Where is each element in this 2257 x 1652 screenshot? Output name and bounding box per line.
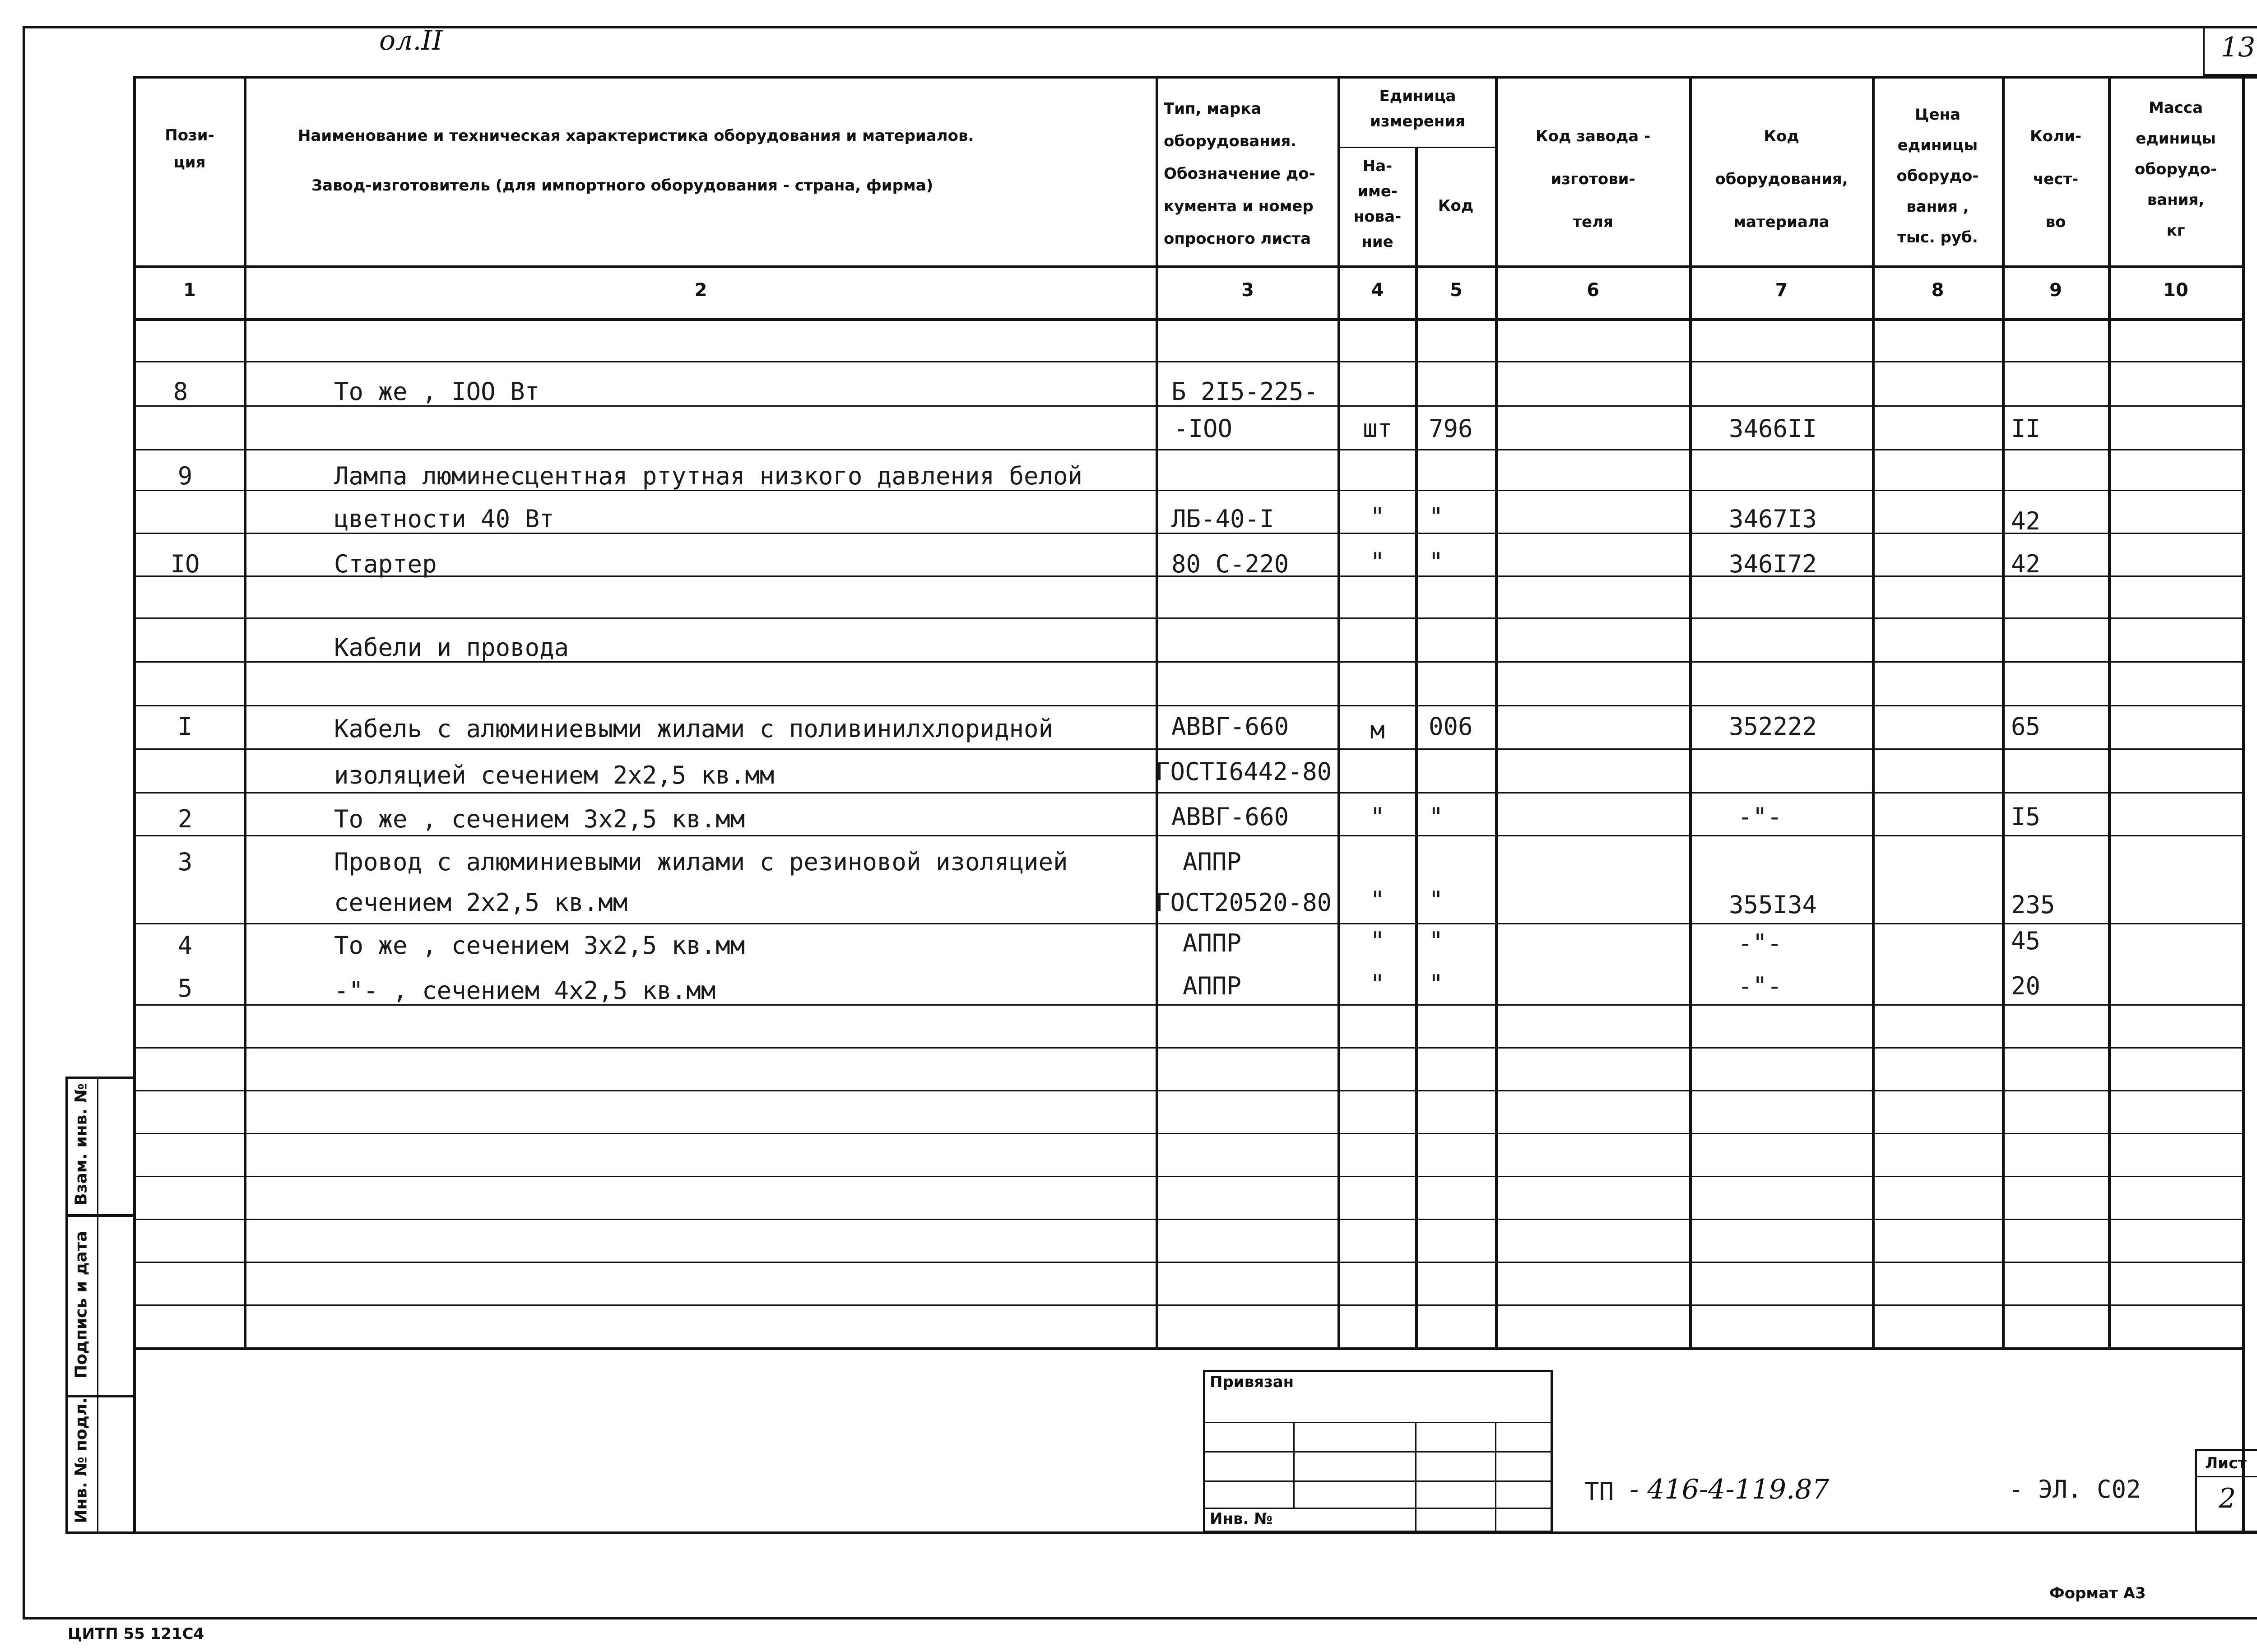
col-line-1 <box>244 76 246 1349</box>
row-type: АППР <box>1183 929 1242 957</box>
row-position: 3 <box>177 848 193 876</box>
header-material-code: Код оборудования, материала <box>1715 127 1848 231</box>
col-line-4 <box>1415 147 1418 1349</box>
doc-code: - 416-4-119.87 <box>1630 1474 1830 1505</box>
stamp-vline <box>1293 1422 1295 1508</box>
col-line-3 <box>1337 76 1340 1349</box>
side-stamp-inner <box>97 1077 98 1533</box>
sheet-mark: ол.II <box>379 25 443 56</box>
row-line <box>133 748 2243 750</box>
row-material-code: 355I34 <box>1729 891 1817 919</box>
row-position: 9 <box>177 462 193 490</box>
header-quantity: Коли- чест- во <box>2030 127 2081 231</box>
side-label-podpis: Подпись и дата <box>72 1231 91 1378</box>
header-mass: Масса единицы оборудо- вания, кг <box>2135 99 2217 240</box>
stamp-line <box>1203 1451 1553 1452</box>
row-name: То же , сечением 3х2,5 кв.мм <box>334 931 745 960</box>
side-stamp-left <box>65 1077 68 1533</box>
row-unit-code: " <box>1429 548 1444 576</box>
row-name: сечением 2х2,5 кв.мм <box>334 888 628 917</box>
row-name: Лампа люминесцентная ртутная низкого давления белой <box>334 462 1083 490</box>
row-line <box>133 1047 2243 1049</box>
row-unit: " <box>1370 502 1385 531</box>
row-quantity: I5 <box>2011 803 2041 831</box>
header-price: Цена единицы оборудо- вания , тыс. руб. <box>1896 106 1979 246</box>
row-unit-code: " <box>1429 803 1444 831</box>
row-material-code: -"- <box>1738 972 1782 1000</box>
row-unit-code: " <box>1429 927 1444 955</box>
row-position: 2 <box>177 805 193 833</box>
row-quantity: 20 <box>2011 972 2041 1000</box>
colnum-bottom-line <box>133 318 2243 321</box>
stamp-vline <box>1415 1422 1416 1533</box>
col-line-7 <box>1872 76 1875 1349</box>
header-name-line1: Наименование и техническая характеристика оборудования и материалов. <box>298 127 974 145</box>
row-unit: " <box>1370 548 1385 576</box>
header-unit-name: На- име- нова- ние <box>1353 157 1402 251</box>
col-line-2 <box>1156 76 1158 1349</box>
row-unit-code: 796 <box>1429 414 1473 443</box>
doc-code-prefix: ТП <box>1584 1477 1614 1506</box>
row-position: 8 <box>173 377 188 406</box>
row-line <box>133 792 2243 794</box>
section-title: Кабели и провода <box>334 633 569 662</box>
row-name: изоляцией сечением 2х2,5 кв.мм <box>334 761 775 789</box>
row-unit-code: " <box>1429 886 1444 914</box>
row-material-code: 3467I3 <box>1729 505 1817 533</box>
list-number: 2 <box>2219 1483 2236 1514</box>
side-stamp-div1 <box>65 1214 133 1217</box>
row-name: Провод с алюминиевыми жилами с резиновой изоляцией <box>334 848 1068 876</box>
row-unit: м <box>1370 716 1385 744</box>
format-label: Формат А3 <box>2049 1584 2146 1602</box>
row-position: 4 <box>177 931 193 960</box>
stamp-vline <box>1495 1422 1496 1533</box>
header-name-line2: Завод-изготовитель (для импортного оборудования - страна, фирма) <box>311 176 933 195</box>
colnum-8: 8 <box>1931 280 1944 301</box>
row-unit: " <box>1370 927 1385 955</box>
page-number: 13 <box>2221 32 2256 63</box>
row-line <box>133 1133 2243 1134</box>
colnum-4: 4 <box>1371 280 1384 301</box>
row-line <box>133 1219 2243 1220</box>
row-type: 80 С-220 <box>1171 550 1289 578</box>
row-line <box>133 705 2243 706</box>
stamp-line <box>1203 1508 1553 1509</box>
row-quantity: 235 <box>2011 891 2055 919</box>
stamp-line <box>1203 1422 1553 1423</box>
col-line-8 <box>2002 76 2005 1349</box>
row-name: Кабель с алюминиевыми жилами с поливинилхлоридной <box>334 715 1054 743</box>
header-unit-code: Код <box>1438 197 1474 215</box>
header-type: Тип, марка оборудования. Обозначение до- кумента и номер опросного листа <box>1164 100 1315 248</box>
row-material-code: 346I72 <box>1729 550 1817 578</box>
col-line-5 <box>1495 76 1498 1349</box>
row-line <box>133 361 2243 362</box>
colnum-7: 7 <box>1775 280 1788 301</box>
table-bottom-line <box>133 1347 2243 1350</box>
row-line <box>133 1090 2243 1091</box>
row-name: То же , IOO Вт <box>334 377 540 406</box>
row-type: АВВГ-660 <box>1171 803 1289 831</box>
colnum-2: 2 <box>694 280 707 301</box>
colnum-10: 10 <box>2163 280 2188 301</box>
row-type: АППР <box>1183 972 1242 1000</box>
row-position: I <box>177 712 193 741</box>
row-quantity: 42 <box>2011 550 2041 578</box>
row-line <box>133 923 2243 924</box>
colnum-3: 3 <box>1241 280 1254 301</box>
row-material-code: -"- <box>1738 929 1782 957</box>
row-type: ГОСТ20520-80 <box>1156 888 1332 917</box>
row-quantity: II <box>2011 414 2041 443</box>
row-name: цветности 40 Вт <box>334 505 554 533</box>
list-box-divider <box>2195 1476 2257 1477</box>
col-line-9 <box>2108 76 2111 1349</box>
row-line <box>133 835 2243 836</box>
row-unit-code: 006 <box>1429 712 1473 741</box>
row-type: ГОСТI6442-80 <box>1156 757 1332 786</box>
row-type: АВВГ-660 <box>1171 712 1289 741</box>
printer-label: ЦИТП 55 121С4 <box>68 1625 204 1643</box>
row-unit-code: " <box>1429 502 1444 531</box>
privyazan-label: Привязан <box>1210 1373 1294 1391</box>
row-name: Стартер <box>334 550 437 578</box>
header-position: Пози- ция <box>165 126 214 172</box>
row-position: IO <box>170 550 200 578</box>
doc-suffix: - ЭЛ. С02 <box>2009 1475 2141 1504</box>
row-material-code: 3466II <box>1729 414 1817 443</box>
colnum-9: 9 <box>2049 280 2062 301</box>
row-quantity: 45 <box>2011 927 2041 955</box>
row-material-code: -"- <box>1738 803 1782 831</box>
col-line-6 <box>1689 76 1692 1349</box>
row-type: АППР <box>1183 848 1242 876</box>
row-unit: " <box>1370 886 1385 914</box>
row-line <box>133 1304 2243 1306</box>
row-quantity: 65 <box>2011 712 2041 741</box>
row-position: 5 <box>177 974 193 1002</box>
row-quantity: 42 <box>2011 507 2041 535</box>
row-unit: " <box>1370 803 1385 831</box>
table-top-line <box>133 76 2257 79</box>
inv-no-label: Инв. № <box>1210 1510 1273 1528</box>
row-unit: " <box>1370 970 1385 998</box>
row-material-code: 352222 <box>1729 712 1817 741</box>
row-name: -"- , сечением 4х2,5 кв.мм <box>334 976 716 1005</box>
stamp-line <box>1203 1480 1553 1482</box>
row-line <box>133 617 2243 619</box>
header-plant-code: Код завода - изготови- теля <box>1535 127 1651 231</box>
row-type: ЛБ-40-I <box>1171 505 1274 533</box>
row-name: То же , сечением 3х2,5 кв.мм <box>334 805 745 833</box>
colnum-6: 6 <box>1587 280 1599 301</box>
header-bottom-line <box>133 265 2243 268</box>
col-line-10 <box>2242 76 2245 1533</box>
row-type: Б 2I5-225- <box>1171 377 1319 406</box>
row-line <box>133 1176 2243 1177</box>
header-unit-group: Единица измерения <box>1370 87 1465 130</box>
row-line <box>133 449 2243 450</box>
row-unit-code: " <box>1429 970 1444 998</box>
side-label-vzam: Взам. инв. № <box>72 1083 91 1206</box>
colnum-5: 5 <box>1450 280 1463 301</box>
side-label-inv-podl: Инв. № подл. <box>72 1397 91 1523</box>
list-label: Лист <box>2205 1454 2247 1472</box>
colnum-1: 1 <box>183 280 196 301</box>
frame-bottom-line <box>65 1531 2257 1534</box>
row-line <box>133 1262 2243 1263</box>
unit-subheader-line <box>1337 147 1496 148</box>
row-type: -IOO <box>1174 414 1233 443</box>
row-unit: шт <box>1362 414 1393 443</box>
